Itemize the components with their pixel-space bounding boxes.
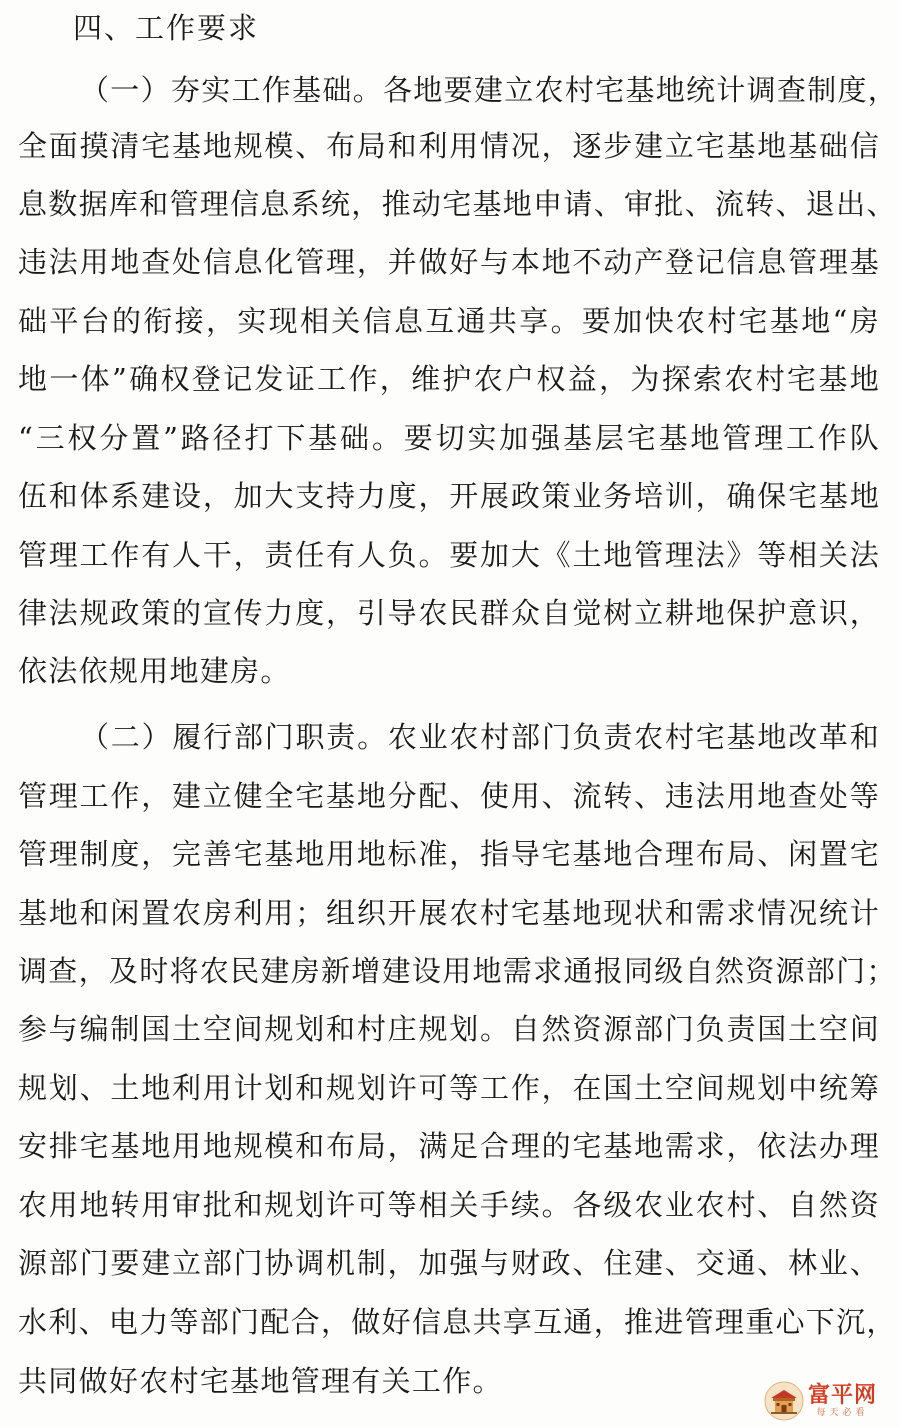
text-line: （二）履行部门职责。农业农村部门负责农村宅基地改革和: [80, 720, 880, 754]
text-line: 水利、电力等部门配合，做好信息共享互通，推进管理重心下沉，: [18, 1305, 897, 1339]
text-line: 全面摸清宅基地规模、布局和利用情况，逐步建立宅基地基础信: [18, 129, 880, 163]
text-line: 农用地转用审批和规划许可等相关手续。各级农业农村、自然资: [18, 1188, 880, 1222]
text-line: 规划、土地利用计划和规划许可等工作，在国土空间规划中统筹: [18, 1071, 880, 1105]
text-line: “三权分置”路径打下基础。要切实加强基层宅基地管理工作队: [18, 421, 880, 455]
building-gate-icon: [764, 1381, 804, 1421]
text-line: 基地和闲置农房利用；组织开展农村宅基地现状和需求情况统计: [18, 896, 880, 930]
watermark-brand: 富平网: [808, 1382, 878, 1408]
text-line: 伍和体系建设，加大支持力度，开展政策业务培训，确保宅基地: [18, 479, 880, 513]
site-watermark: [764, 1379, 892, 1423]
text-line: 源部门要建立部门协调机制，加强与财政、住建、交通、林业、: [18, 1246, 880, 1280]
text-line: 依法依规用地建房。: [18, 654, 291, 688]
text-line: 息数据库和管理信息系统，推动宅基地申请、审批、流转、退出、: [18, 187, 897, 221]
text-line: 管理工作，建立健全宅基地分配、使用、流转、违法用地查处等: [18, 779, 880, 813]
text-line: 调查，及时将农民建房新增建设用地需求通报同级自然资源部门；: [18, 954, 897, 988]
text-line: 律法规政策的宣传力度，引导农民群众自觉树立耕地保护意识，: [18, 596, 880, 630]
text-line: 参与编制国土空间规划和村庄规划。自然资源部门负责国土空间: [18, 1012, 880, 1046]
text-line: （一）夯实工作基础。各地要建立农村宅基地统计调查制度，: [80, 73, 899, 107]
section-heading: 四、工作要求: [73, 11, 260, 45]
text-line: 共同做好农村宅基地管理有关工作。: [18, 1364, 503, 1398]
text-line: 违法用地查处信息化管理，并做好与本地不动产登记信息管理基: [18, 245, 880, 279]
text-line: 管理工作有人干，责任有人负。要加大《土地管理法》等相关法: [18, 538, 880, 572]
watermark-slogan: 每天必看: [816, 1407, 869, 1418]
text-line: 地一体”确权登记发证工作，维护农户权益，为探索农村宅基地: [18, 362, 880, 396]
text-line: 础平台的衔接，实现相关信息互通共享。要加快农村宅基地“房: [18, 304, 880, 338]
text-line: 管理制度，完善宅基地用地标准，指导宅基地合理布局、闲置宅: [18, 837, 880, 871]
text-line: 安排宅基地用地规模和布局，满足合理的宅基地需求，依法办理: [18, 1129, 880, 1163]
